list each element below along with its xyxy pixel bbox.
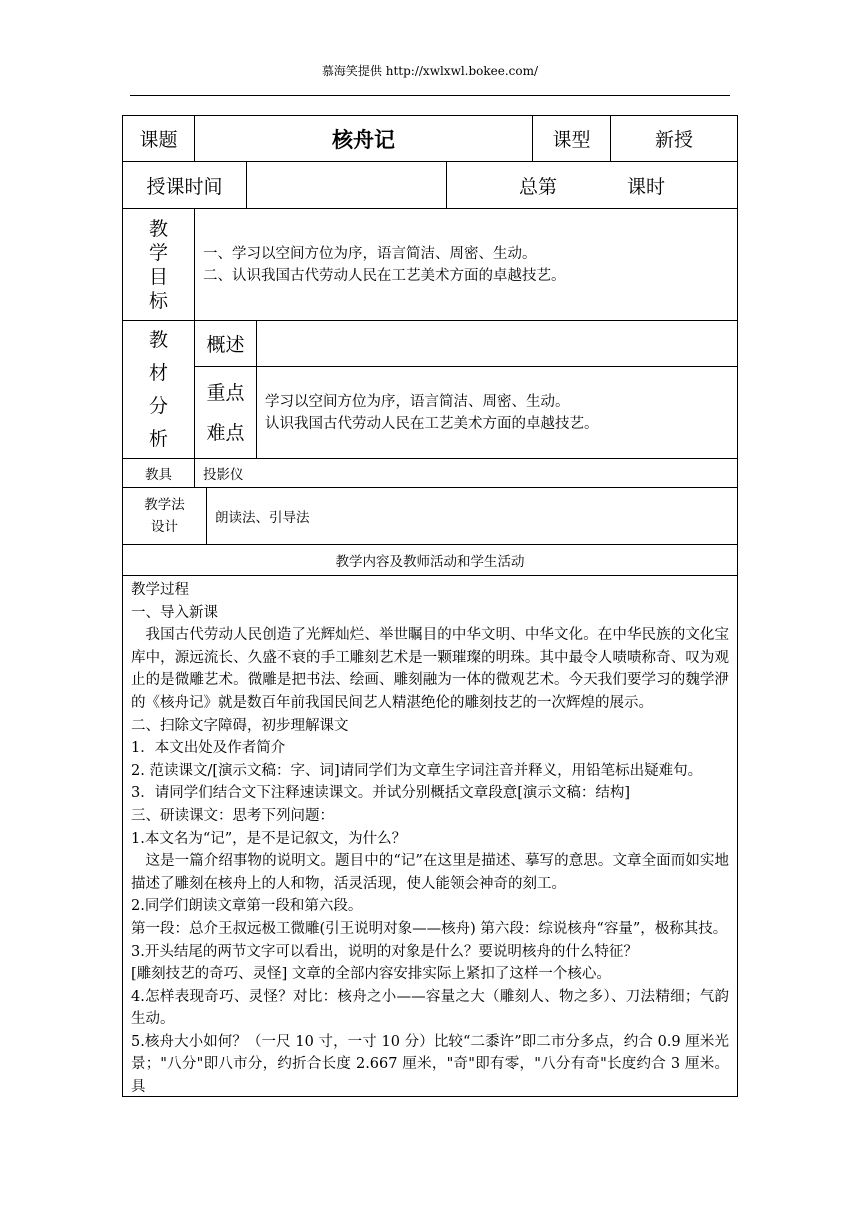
- analysis-label: [123, 321, 195, 458]
- method-value: 朗读法、引导法: [215, 510, 310, 526]
- process-paragraph: 5.核舟大小如何？（一尺 10 寸，一寸 10 分）比较“二黍许”即二市分多点，约合 0.9 厘米光景；"八分"即八市分，约折合长度 2.667 厘米，"奇"即有零，"八分有奇"长度约合 3 厘米。具: [131, 1033, 729, 1096]
- row-time: [123, 162, 737, 209]
- analysis-label-char: 教: [148, 328, 168, 351]
- process-paragraph: 我国古代劳动人民创造了光辉灿烂、举世瞩目的中华文明、中华文化。在中华民族的文化宝库中，源远流长、久盛不衰的手工雕刻艺术是一颗璀璨的明珠。其中最令人啧啧称奇、叹为观止的是微雕艺术。微雕是把书法、绘画、雕刻融为一体的微观艺术。今天我们要学习的魏学洢的《核舟记》就是数百年前我国民间艺人精湛绝伦的雕刻技艺的一次辉煌的展示。: [131, 627, 729, 711]
- key-label: 重点: [206, 381, 245, 404]
- process-paragraph: 一、导入新课: [131, 604, 218, 621]
- overview-row: [195, 321, 737, 367]
- goals-label-char: 教: [148, 217, 168, 240]
- process-paragraph: 2. 范读课文/[演示文稿：字、词]请同学们为文章生字词注音并释义，用铅笔标出疑难句。: [131, 762, 703, 779]
- content-header: 教学内容及教师活动和学生活动: [335, 554, 525, 570]
- process-paragraph: 4.怎样表现奇巧、灵怪？对比：核舟之小——容量之大（雕刻人、物之多）、刀法精细；气韵生动。: [131, 988, 729, 1028]
- key-difficult-row: [195, 367, 737, 458]
- process-paragraph: 3.开头结尾的两节文字可以看出，说明的对象是什么？要说明核舟的什么特征？: [131, 943, 638, 960]
- topic-label: 课题: [123, 116, 195, 161]
- goal-line: 一、学习以空间方位为序，语言简洁、周密、生动。: [203, 245, 537, 262]
- analysis-body: [195, 321, 737, 458]
- key-difficult-label: [195, 367, 257, 458]
- page-header: 慕海笑提供 http://xwlxwl.bokee.com/: [321, 64, 539, 78]
- process-paragraph: 这是一篇介绍事物的说明文。题目中的“记”在这里是描述、摹写的意思。文章全面而如实地描述了雕刻在核舟上的人和物，活灵活现，使人能领会神奇的刻工。: [131, 853, 729, 892]
- process-paragraph: 三、研读课文：思考下列问题：: [131, 807, 334, 824]
- row-method: [123, 488, 737, 545]
- row-goals: [123, 209, 737, 321]
- type-label: 课型: [533, 116, 611, 161]
- goals-label-char: 学: [148, 241, 168, 264]
- total-suffix: 课时: [627, 175, 666, 198]
- goals-label: [123, 209, 195, 320]
- header-rule: [130, 95, 730, 96]
- method-label: [123, 488, 207, 544]
- tools-value: 投影仪: [203, 467, 244, 483]
- overview-label: 概述: [195, 321, 257, 366]
- process-paragraph: 1．本文出处及作者简介: [131, 740, 286, 757]
- process-paragraph: 3．请同学们结合文下注释速读课文。并试分别概括文章段意[演示文稿：结构]: [131, 785, 631, 802]
- lesson-plan-table: [122, 115, 738, 1097]
- row-tools: [123, 459, 737, 488]
- total-prefix: 总第: [519, 175, 558, 198]
- process-paragraph: 第一段：总介王叔远极工微雕(引王说明对象——核舟) 第六段：综说核舟“容量”，极称其技。: [131, 920, 728, 937]
- row-process: [123, 576, 737, 1096]
- row-content-header: [123, 545, 737, 576]
- row-topic: [123, 116, 737, 162]
- analysis-line: 认识我国古代劳动人民在工艺美术方面的卓越技艺。: [265, 415, 599, 432]
- analysis-label-char: 分: [148, 394, 168, 417]
- goals-content: [195, 209, 737, 320]
- goals-label-char: 标: [148, 289, 168, 312]
- type-value: 新授: [654, 129, 693, 151]
- process-paragraph: 二、扫除文字障碍，初步理解课文: [131, 717, 349, 734]
- time-label: 授课时间: [123, 162, 247, 208]
- goal-line: 二、认识我国古代劳动人民在工艺美术方面的卓越技艺。: [203, 267, 566, 284]
- process-paragraph: 1.本文名为“记”，是不是记叙文，为什么？: [131, 830, 407, 847]
- process-paragraph: 2.同学们朗读文章第一段和第六段。: [131, 898, 363, 915]
- process-paragraph: [雕刻技艺的奇巧、灵怪] 文章的全部内容安排实际上紧扣了这样一个核心。: [131, 966, 611, 983]
- tools-label: 教具: [123, 459, 195, 487]
- key-difficult-content: [257, 367, 737, 458]
- goals-label-char: 目: [148, 265, 168, 288]
- time-value: [247, 162, 447, 208]
- overview-value: [257, 321, 737, 366]
- method-label-line: 教学法: [144, 497, 185, 513]
- method-label-line: 设计: [151, 519, 178, 535]
- topic-value: 核舟记: [195, 116, 533, 161]
- total-lessons: [447, 162, 737, 208]
- process-paragraph: 教学过程: [131, 582, 189, 598]
- process-content: [123, 576, 737, 1096]
- row-analysis: [123, 321, 737, 459]
- analysis-line: 学习以空间方位为序，语言简洁、周密、生动。: [265, 393, 570, 410]
- difficult-label: 难点: [206, 421, 245, 444]
- analysis-label-char: 析: [148, 427, 168, 450]
- analysis-label-char: 材: [148, 361, 168, 384]
